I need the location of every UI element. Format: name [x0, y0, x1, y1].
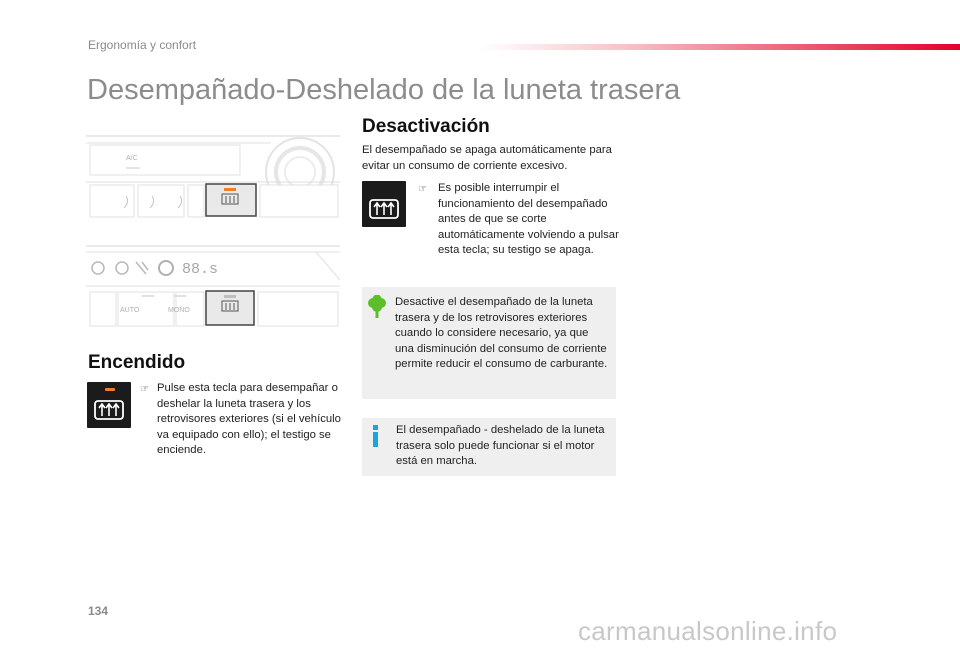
- rear-defrost-button-on-image: [87, 382, 131, 428]
- indicator-led-on: [105, 388, 115, 391]
- header-accent-bar: [480, 44, 960, 50]
- eco-note-box: [362, 287, 616, 399]
- bullet-arrow-icon: ☞: [140, 384, 149, 395]
- control-panel-top-illustration: [86, 130, 340, 220]
- desactivacion-intro: El desempañado se apaga automáticamente para evitar un consumo de corriente excesivo.: [362, 144, 612, 172]
- section-header: Ergonomía y confort: [88, 38, 197, 52]
- auto-label: AUTO: [120, 307, 140, 314]
- desactivacion-heading: Desactivación: [362, 116, 490, 137]
- encendido-heading: Encendido: [88, 352, 186, 373]
- page-title: Desempañado-Deshelado de la luneta trasera: [87, 74, 681, 106]
- control-panel-bottom-illustration: [86, 240, 340, 330]
- bullet-arrow-icon: ☞: [418, 184, 427, 195]
- info-note-text: El desempañado - deshelado de la luneta trasera solo puede funcionar si el motor está en marcha.: [396, 424, 605, 468]
- rear-defrost-icon: [94, 397, 124, 421]
- page-number: 134: [88, 604, 109, 618]
- mono-label: MONO: [168, 307, 190, 314]
- encendido-text: Pulse esta tecla para desempañar o deshelar la luneta trasera y los retrovisores exteriores (si el vehículo va equipado con ello); el testigo se enciende.: [157, 382, 341, 457]
- eco-note-text: Desactive el desempañado de la luneta trasera y de los retrovisores exteriores cuando lo considere necesario, ya que una disminución del consumo de corriente permite reducir el consumo de carburante.: [395, 296, 608, 371]
- rear-defrost-button-off-image: [362, 181, 406, 227]
- rear-defrost-icon: [369, 196, 399, 220]
- temperature-display: 88.s: [182, 261, 219, 278]
- info-icon: [370, 425, 382, 447]
- ac-label: A/C: [126, 155, 138, 162]
- watermark: carmanualsonline.info: [578, 616, 838, 646]
- desactivacion-bullet: Es posible interrumpir el funcionamiento del desempañado antes de que se corte automáticamente volviendo a pulsar esta tecla; su testigo se apaga.: [438, 182, 619, 257]
- tree-icon: [368, 295, 386, 319]
- info-note-box: [362, 418, 616, 476]
